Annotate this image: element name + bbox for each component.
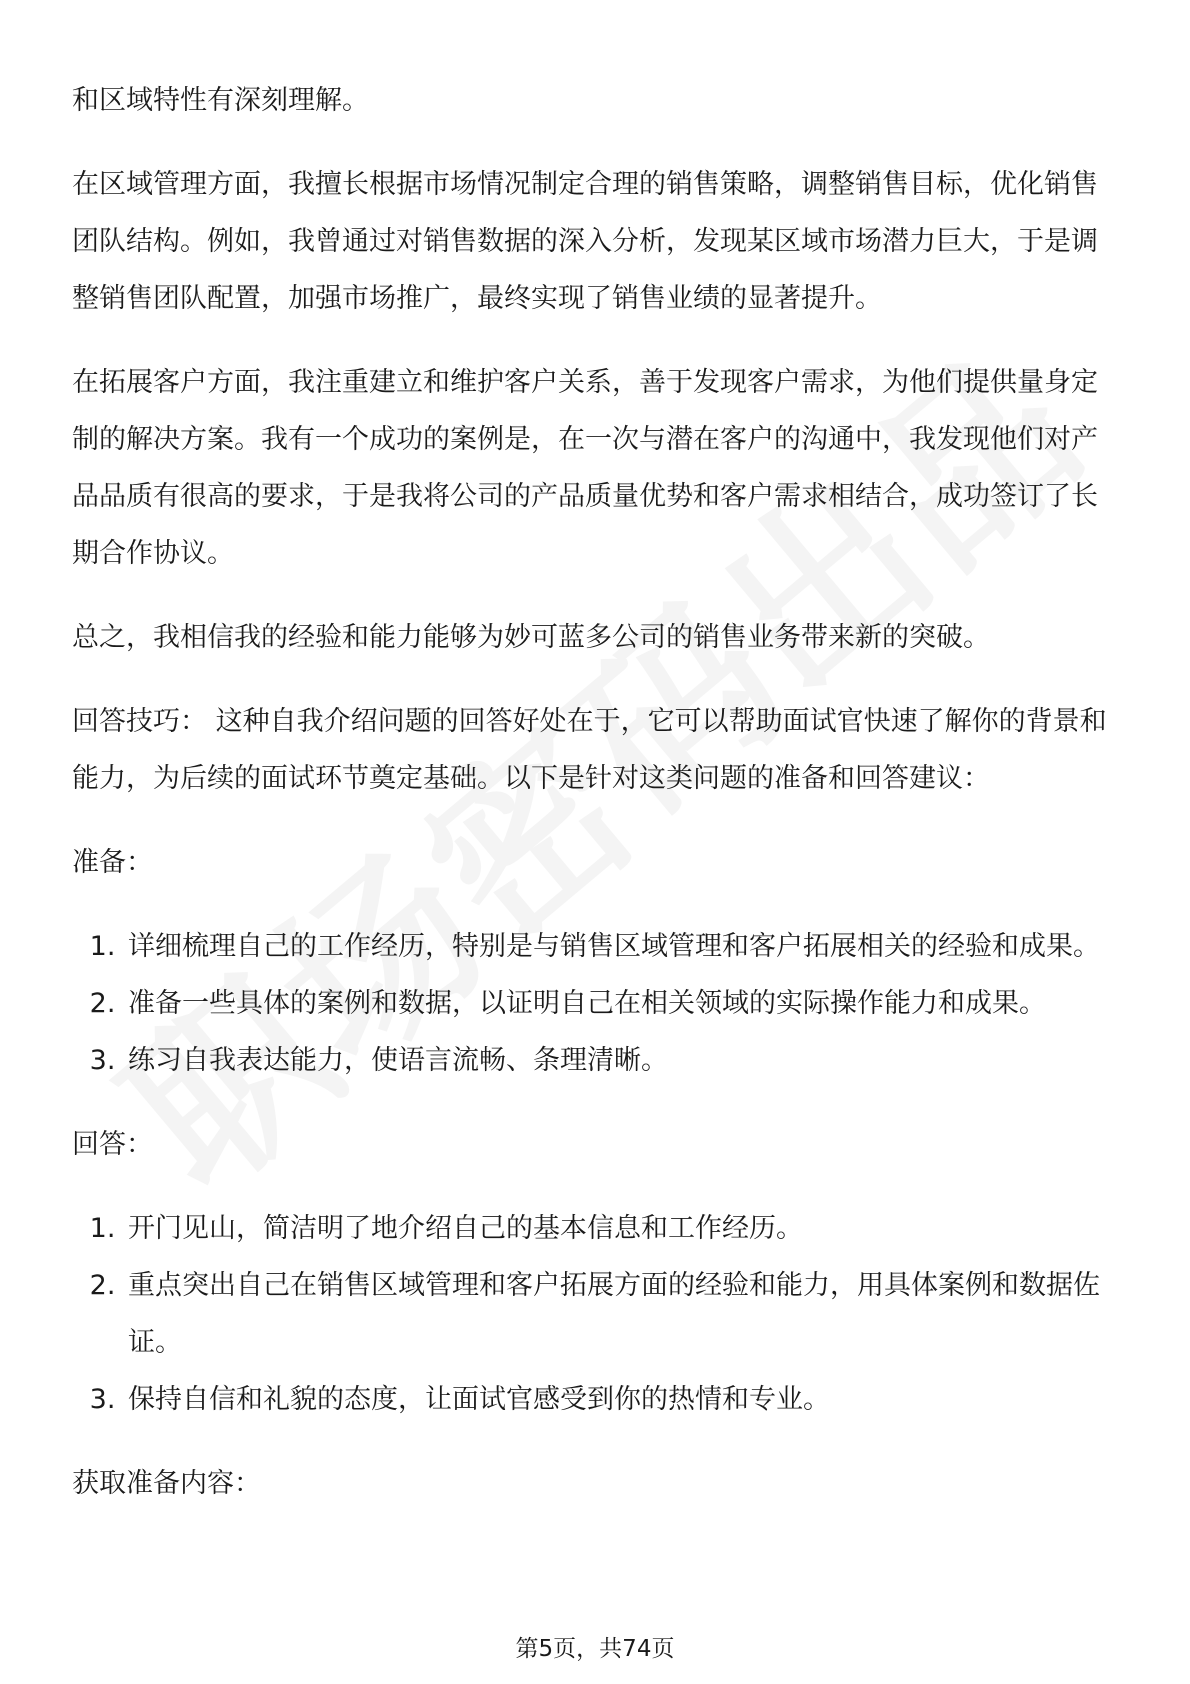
- paragraph: 总之，我相信我的经验和能力能够为妙可蓝多公司的销售业务带来新的突破。: [72, 622, 990, 653]
- page-number: 第5页，共74页: [515, 1636, 675, 1662]
- list-item: 1. 详细梳理自己的工作经历，特别是与销售区域管理和客户拓展相关的经验和成果。: [124, 918, 1122, 975]
- answer-list: [72, 1200, 1122, 1428]
- list-item: 1. 开门见山，简洁明了地介绍自己的基本信息和工作经历。: [124, 1200, 1122, 1257]
- paragraph: 在区域管理方面，我擅长根据市场情况制定合理的销售策略，调整销售目标，优化销售团队结构。例如，我曾通过对销售数据的深入分析，发现某区域市场潜力巨大，于是调整销售团队配置，加强市场推广，最终实现了销售业绩的显著提升。: [72, 169, 1098, 314]
- paragraph: 和区域特性有深刻理解。: [72, 85, 369, 116]
- list-item: 2. 准备一些具体的案例和数据，以证明自己在相关领域的实际操作能力和成果。: [124, 975, 1122, 1032]
- paragraph: 在拓展客户方面，我注重建立和维护客户关系，善于发现客户需求，为他们提供量身定制的解决方案。我有一个成功的案例是，在一次与潜在客户的沟通中，我发现他们对产品品质有很高的要求，于是我将公司的产品质量优势和客户需求相结合，成功签订了长期合作协议。: [72, 367, 1098, 569]
- prepare-heading: 准备：: [72, 847, 153, 878]
- prepare-list: [72, 918, 1122, 1089]
- list-item: 3. 练习自我表达能力，使语言流畅、条理清晰。: [124, 1032, 1122, 1089]
- paragraph-tips: 回答技巧： 这种自我介绍问题的回答好处在于，它可以帮助面试官快速了解你的背景和能力，为后续的面试环节奠定基础。以下是针对这类问题的准备和回答建议：: [72, 706, 1107, 794]
- closing-heading: 获取准备内容：: [72, 1468, 261, 1499]
- answer-heading: 回答：: [72, 1129, 153, 1160]
- list-item: 2. 重点突出自己在销售区域管理和客户拓展方面的经验和能力，用具体案例和数据佐证。: [124, 1257, 1122, 1371]
- document-body: [72, 72, 1122, 1539]
- list-item: 3. 保持自信和礼貌的态度，让面试官感受到你的热情和专业。: [124, 1371, 1122, 1428]
